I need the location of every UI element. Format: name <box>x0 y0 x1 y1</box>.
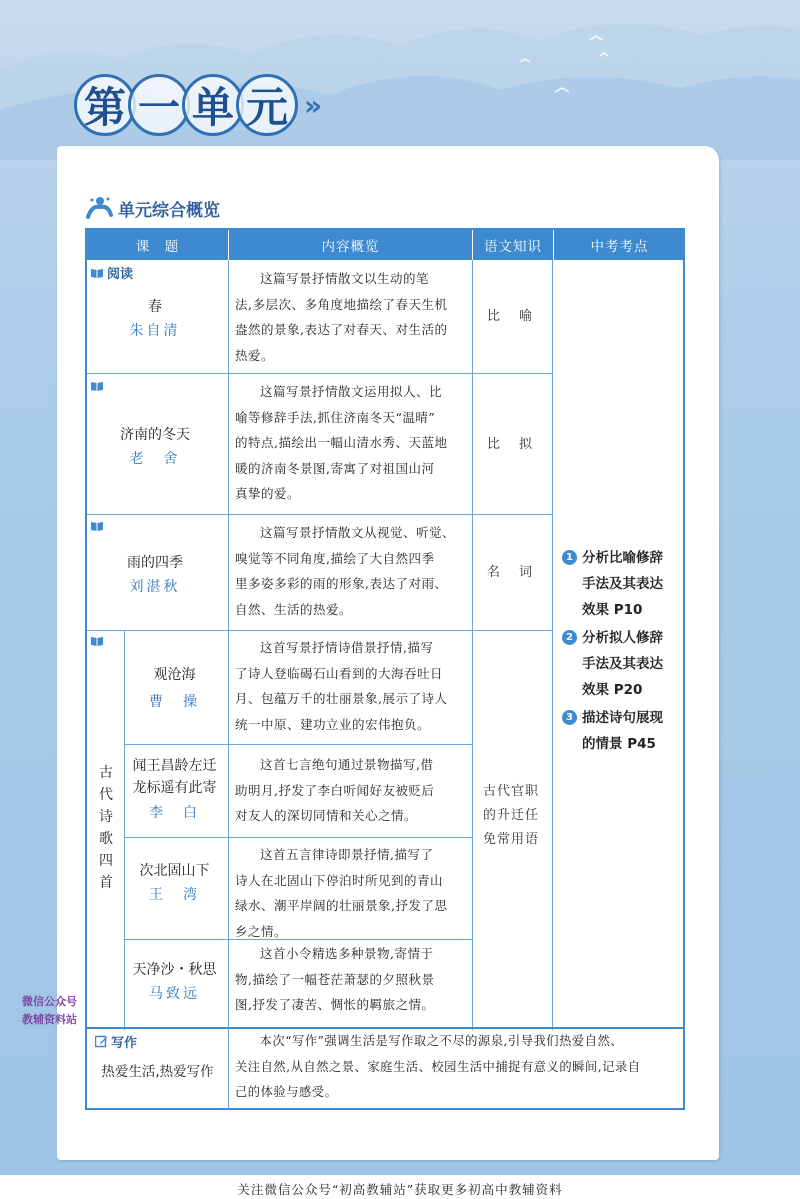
column-divider <box>228 1028 229 1110</box>
summary-line: 这篇写景抒情散文以生动的笔 <box>260 271 430 286</box>
column-divider <box>552 260 553 1030</box>
open-book-icon <box>90 521 104 531</box>
summary-line: 法,多层次、多角度地描绘了春天生机 <box>235 296 448 312</box>
summary-line: 嗅觉等不同角度,描绘了大自然四季 <box>235 550 435 566</box>
unit-title <box>74 74 322 136</box>
double-chevron-icon: » <box>304 88 323 122</box>
footer-note: 关注微信公众号“初高教辅站”获取更多初高中教辅资料 <box>237 1182 563 1197</box>
exam-point <box>562 705 680 757</box>
summary-line: 喻等修辞手法,抓住济南冬天“温晴” <box>235 409 436 425</box>
book-tag <box>90 521 107 531</box>
summary-line: 暖的济南冬景图,寄寓了对祖国山河 <box>235 460 435 476</box>
exam-point <box>562 545 680 623</box>
summary-line: 里多姿多彩的雨的形象,表达了对雨、 <box>235 576 448 591</box>
row-divider <box>87 630 552 631</box>
writing-summary <box>235 1029 677 1106</box>
ancient-poems-label <box>88 762 124 894</box>
exam-point-line: 手法及其表达 <box>582 656 663 672</box>
lesson-author: 朱自清 <box>129 323 181 339</box>
label-char: 诗 <box>99 809 113 825</box>
summary-line: 了诗人登临碣石山看到的大海吞吐日 <box>235 665 444 681</box>
poem-summary <box>235 752 467 829</box>
writing-title: 热爱生活,热爱写作 <box>101 1064 214 1080</box>
exam-point-line: 分析拟人修辞 <box>582 630 663 646</box>
summary-line: 这篇写景抒情散文运用拟人、比 <box>260 384 443 399</box>
watermark <box>22 993 77 1029</box>
lesson-title: 雨的四季 <box>127 555 183 571</box>
number-badge-icon: 1 <box>562 550 577 565</box>
reading-tag-label: 阅读 <box>107 267 134 282</box>
header-topic: 课 题 <box>87 230 228 260</box>
label-char: 四 <box>99 853 113 869</box>
unit-title-char: 元 <box>236 74 298 136</box>
watermark-line: 教辅资料站 <box>22 1013 77 1026</box>
label-char: 代 <box>99 787 113 803</box>
knowledge-point <box>471 780 551 852</box>
summary-line: 这首写景抒情诗借景抒情,描写 <box>260 640 434 655</box>
knowledge-point: 比 拟 <box>486 436 535 452</box>
exam-point-line: 手法及其表达 <box>582 576 663 592</box>
summary-line: 己的体验与感受。 <box>235 1085 338 1099</box>
unit-title-char: 一 <box>128 74 190 136</box>
poem-title-line: 龙标遥有此寄 <box>132 780 217 796</box>
summary-line: 乡之情。 <box>235 923 288 939</box>
summary-line: 热爱。 <box>235 347 275 363</box>
person-reading-icon <box>84 195 114 221</box>
exam-point-line: 的情景 P45 <box>582 736 656 752</box>
poem-author: 马致远 <box>149 986 200 1002</box>
exam-point-line: 效果 P10 <box>582 602 643 618</box>
number-badge-icon: 2 <box>562 630 577 645</box>
knowledge-line: 的升迁任 <box>482 808 539 823</box>
summary-line: 这首小令精选多种景物,寄情于 <box>260 946 434 961</box>
lesson-title: 济南的冬天 <box>120 427 190 443</box>
row-divider <box>124 744 472 745</box>
open-book-icon <box>90 381 104 391</box>
open-book-icon <box>90 636 104 646</box>
summary-line: 诗人在北固山下停泊时所见到的青山 <box>235 872 444 888</box>
book-tag <box>90 636 107 646</box>
unit-title-char: 第 <box>74 74 136 136</box>
label-char: 歌 <box>99 831 113 847</box>
poem-summary <box>235 842 467 944</box>
watermark-line: 微信公众号 <box>22 995 77 1008</box>
writing-tag <box>95 1032 137 1051</box>
poem-summary <box>235 941 467 1018</box>
row-divider <box>124 837 472 838</box>
summary-line: 自然、生活的热爱。 <box>235 601 353 617</box>
poem-title-line: 闻王昌龄左迁 <box>132 758 217 774</box>
exam-point <box>562 625 680 703</box>
poem-author: 曹 操 <box>149 694 200 710</box>
open-book-icon <box>90 268 104 278</box>
label-char: 古 <box>99 765 113 781</box>
summary-line: 物,描绘了一幅苍茫萧瑟的夕照秋景 <box>235 971 435 987</box>
knowledge-line: 免常用语 <box>482 832 539 847</box>
lesson-summary <box>235 520 467 622</box>
summary-line: 统一中原、建功立业的宏伟抱负。 <box>235 716 431 732</box>
poem-title <box>123 755 226 799</box>
lesson-author: 刘湛秋 <box>129 579 181 595</box>
summary-line: 绿水、潮平岸阔的壮丽景象,抒发了思 <box>235 898 448 913</box>
writing-tag-label: 写作 <box>111 1036 138 1051</box>
summary-line: 这首七言绝句通过景物描写,借 <box>260 757 434 772</box>
poem-title: 天净沙・秋思 <box>132 962 217 978</box>
summary-line: 对友人的深切同情和关心之情。 <box>235 808 418 823</box>
summary-line: 关注自然,从自然之景、家庭生活、校园生活中捕捉有意义的瞬间,记录自 <box>235 1059 641 1074</box>
header-exam-points: 中考考点 <box>554 230 685 260</box>
summary-line: 盎然的景象,表达了对春天、对生活的 <box>235 322 448 337</box>
number-badge-icon: 3 <box>562 710 577 725</box>
lesson-title: 春 <box>148 299 162 315</box>
summary-line: 图,抒发了凄苦、惆怅的羁旅之情。 <box>235 997 435 1012</box>
summary-line: 本次“写作”强调生活是写作取之不尽的源泉,引导我们热爱自然、 <box>259 1034 624 1048</box>
section-header <box>84 195 220 221</box>
exam-point-line: 效果 P20 <box>582 682 643 698</box>
poem-author: 王 湾 <box>149 887 200 903</box>
summary-line: 这首五言律诗即景抒情,描写了 <box>260 847 434 862</box>
poem-summary <box>235 635 467 737</box>
summary-line: 助明月,抒发了李白听闻好友被贬后 <box>235 782 435 798</box>
header-overview: 内容概览 <box>229 230 472 260</box>
column-divider <box>228 260 229 1030</box>
knowledge-point: 名 词 <box>486 565 535 580</box>
label-char: 首 <box>99 875 113 891</box>
exam-point-line: 描述诗句展现 <box>582 710 663 726</box>
reading-tag <box>90 263 133 282</box>
lesson-summary <box>235 266 467 368</box>
summary-line: 真挚的爱。 <box>235 486 301 501</box>
exam-points-list <box>562 545 680 759</box>
lesson-summary <box>235 379 467 507</box>
section-title: 单元综合概览 <box>118 200 220 221</box>
knowledge-point: 比 喻 <box>486 309 535 324</box>
summary-line: 月、包蕴万千的壮丽景象,展示了诗人 <box>235 691 448 706</box>
summary-line: 的特点,描绘出一幅山清水秀、天蓝地 <box>235 435 448 450</box>
unit-title-char: 单 <box>182 74 244 136</box>
poem-title: 次北固山下 <box>139 863 210 879</box>
pencil-edit-icon <box>95 1035 108 1048</box>
book-tag <box>90 381 107 391</box>
exam-point-line: 分析比喻修辞 <box>582 550 663 566</box>
lesson-author: 老 舍 <box>129 451 181 467</box>
knowledge-line: 古代官职 <box>482 784 539 799</box>
poem-author: 李 白 <box>149 805 200 821</box>
poem-title: 观沧海 <box>153 667 196 683</box>
summary-line: 这篇写景抒情散文从视觉、听觉、 <box>260 525 456 540</box>
header-knowledge: 语文知识 <box>473 230 553 260</box>
